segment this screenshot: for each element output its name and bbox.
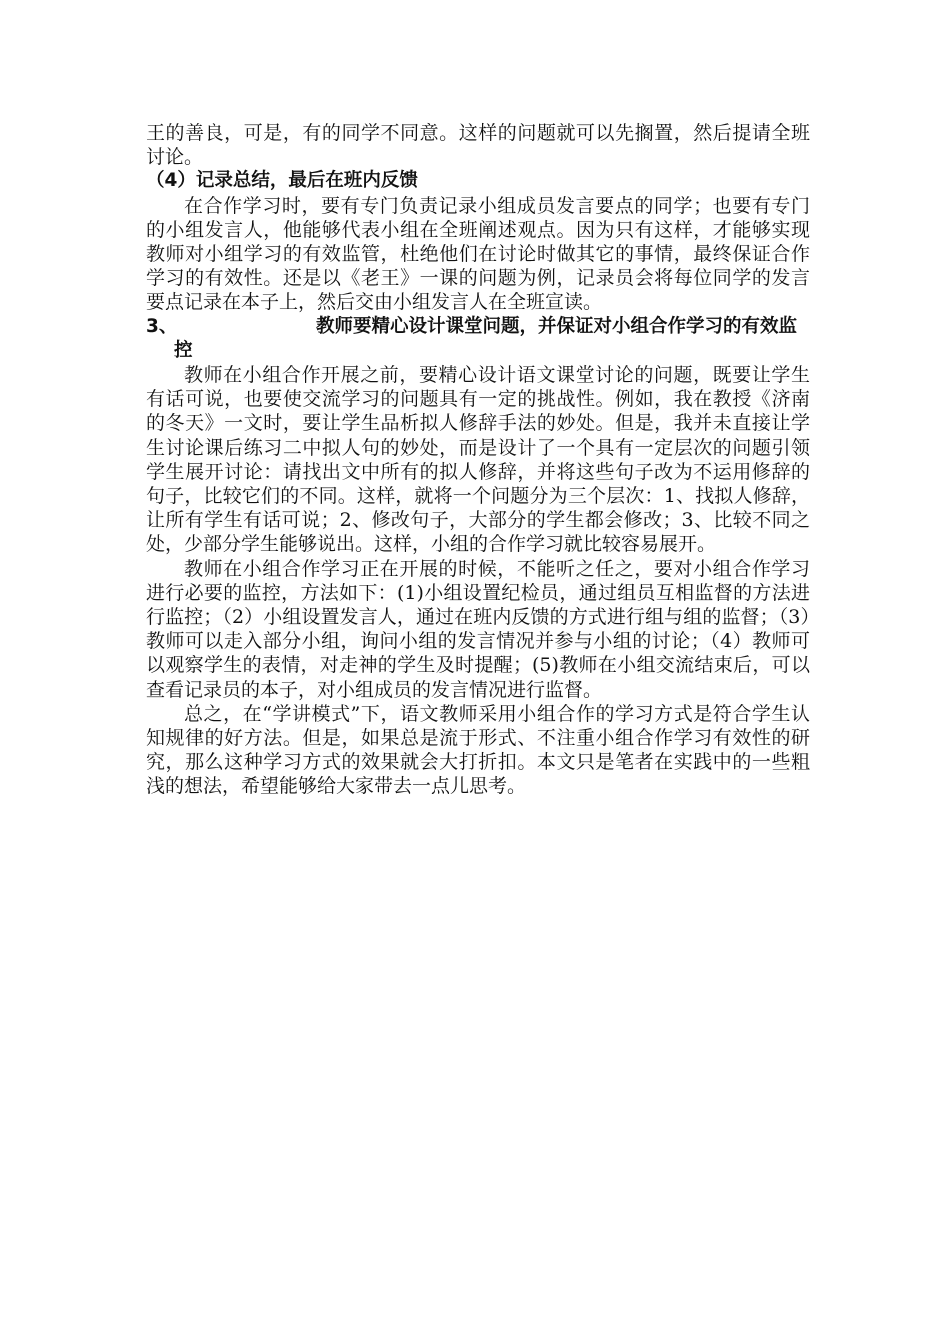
subheading-record-summary: （4）记录总结，最后在班内反馈	[146, 170, 418, 192]
paragraph-record: 在合作学习时，要有专门负责记录小组成员发言要点的同学；也要有专门的小组发言人，他能够代表小组在全班阐述观点。因为只有这样，才能够实现教师对小组学习的有效监管，杜绝他们在讨论时做其它的事情，最终保证合作学习的有效性。还是以《老王》一课的问题为例，记录员会将每位同学的发言要点记录在本子上，然后交由小组发言人在全班宣读。	[146, 194, 810, 314]
section-number: 3、	[146, 315, 178, 337]
paragraph-continuation: 王的善良，可是，有的同学不同意。这样的问题就可以先搁置，然后提请全班讨论。	[146, 122, 810, 169]
paragraph-conclusion: 总之，在“学讲模式”下，语文教师采用小组合作的学习方式是符合学生认知规律的好方法。但是，如果总是流于形式、不注重小组合作学习有效性的研究，那么这种学习方式的效果就会大打折扣。本文只是笔者在实践中的一些粗浅的想法，希望能够给大家带去一点儿思考。	[146, 702, 810, 798]
section-title: 教师要精心设计课堂问题，并保证对小组合作学习的有效监控	[174, 315, 798, 361]
section-3-heading	[146, 315, 810, 363]
paragraph-monitor: 教师在小组合作学习正在开展的时候，不能听之任之，要对小组合作学习进行必要的监控，方法如下：(1)小组设置纪检员，通过组员互相监督的方法进行监控；（2）小组设置发言人，通过在班内反馈的方式进行组与组的监督；（3）教师可以走入部分小组，询问小组的发言情况并参与小组的讨论；（4）教师可以观察学生的表情，对走神的学生及时提醒；(5)教师在小组交流结束后，可以查看记录员的本子，对小组成员的发言情况进行监督。	[146, 557, 810, 701]
document-page	[146, 121, 810, 799]
paragraph-design: 教师在小组合作开展之前，要精心设计语文课堂讨论的问题，既要让学生有话可说，也要使交流学习的问题具有一定的挑战性。例如，我在教授《济南的冬天》一文时，要让学生品析拟人修辞手法的妙处。但是，我并未直接让学生讨论课后练习二中拟人句的妙处，而是设计了一个具有一定层次的问题引领学生展开讨论：请找出文中所有的拟人修辞，并将这些句子改为不运用修辞的句子，比较它们的不同。这样，就将一个问题分为三个层次：1、找拟人修辞，让所有学生有话可说；2、修改句子，大部分的学生都会修改；3、比较不同之处，少部分学生能够说出。这样，小组的合作学习就比较容易展开。	[146, 364, 810, 556]
